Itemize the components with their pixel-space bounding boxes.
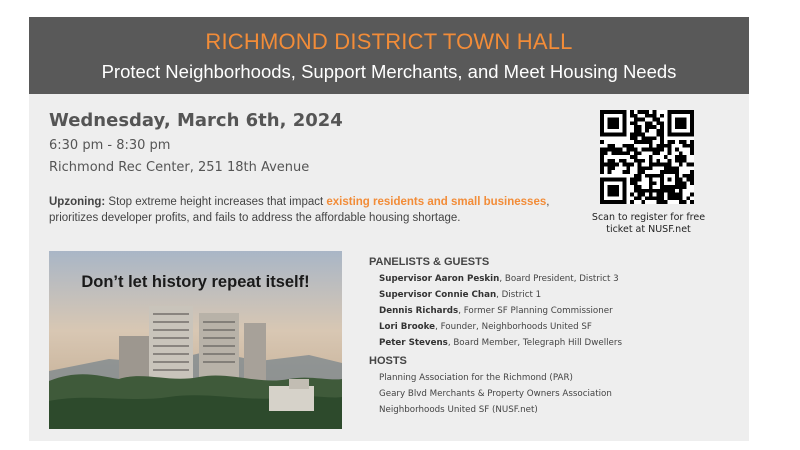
- panelist-item: [369, 287, 739, 303]
- host-item: Neighborhoods United SF (NUSF.net): [379, 405, 538, 415]
- upzoning-text-after: , prioritizes developer profits, and fails to address the affordable housing shortage.: [49, 196, 550, 224]
- panelist-item: [369, 319, 739, 335]
- panelists-heading: PANELISTS & GUESTS: [369, 256, 490, 268]
- upzoning-highlight: existing residents and small businesses: [326, 196, 547, 208]
- host-item: Geary Blvd Merchants & Property Owners Association: [379, 389, 612, 399]
- panelist-role: , Board President, District 3: [499, 274, 619, 284]
- event-date: Wednesday, March 6th, 2024: [49, 110, 343, 131]
- upzoning-statement: [49, 194, 589, 226]
- panelist-item: [369, 271, 739, 287]
- panelist-name: Dennis Richards: [379, 306, 459, 316]
- panelist-role: , Former SF Planning Commissioner: [458, 306, 613, 316]
- qr-caption: Scan to register for free ticket at NUSF.net: [591, 212, 706, 235]
- event-title: RICHMOND DISTRICT TOWN HALL: [205, 29, 573, 54]
- panelist-name: Supervisor Connie Chan: [379, 290, 497, 300]
- panelist-role: , Board Member, Telegraph Hill Dwellers: [447, 338, 622, 348]
- event-time: 6:30 pm - 8:30 pm: [49, 138, 171, 153]
- panelists-and-hosts: [369, 254, 739, 418]
- panelist-role: , Founder, Neighborhoods United SF: [435, 322, 592, 332]
- host-item: Planning Association for the Richmond (PAR): [379, 373, 573, 383]
- event-subtitle: Protect Neighborhoods, Support Merchants, and Meet Housing Needs: [101, 61, 677, 82]
- photo-caption: Don’t let history repeat itself!: [81, 273, 310, 291]
- qr-code-icon[interactable]: [600, 110, 694, 204]
- upzoning-label: Upzoning:: [49, 196, 106, 208]
- panelist-name: Peter Stevens: [379, 338, 448, 348]
- panelist-role: , District 1: [496, 290, 542, 300]
- panelist-item: [369, 303, 739, 319]
- hosts-heading: HOSTS: [369, 355, 407, 367]
- panelist-name: Supervisor Aaron Peskin: [379, 274, 500, 284]
- event-venue: Richmond Rec Center, 251 18th Avenue: [49, 160, 310, 175]
- upzoning-text-before: Stop extreme height increases that impact: [105, 196, 327, 208]
- panelist-name: Lori Brooke: [379, 322, 436, 332]
- header-banner: [29, 17, 749, 94]
- flyer: [29, 17, 749, 441]
- panelist-item: [369, 335, 739, 351]
- history-photo: [49, 251, 342, 429]
